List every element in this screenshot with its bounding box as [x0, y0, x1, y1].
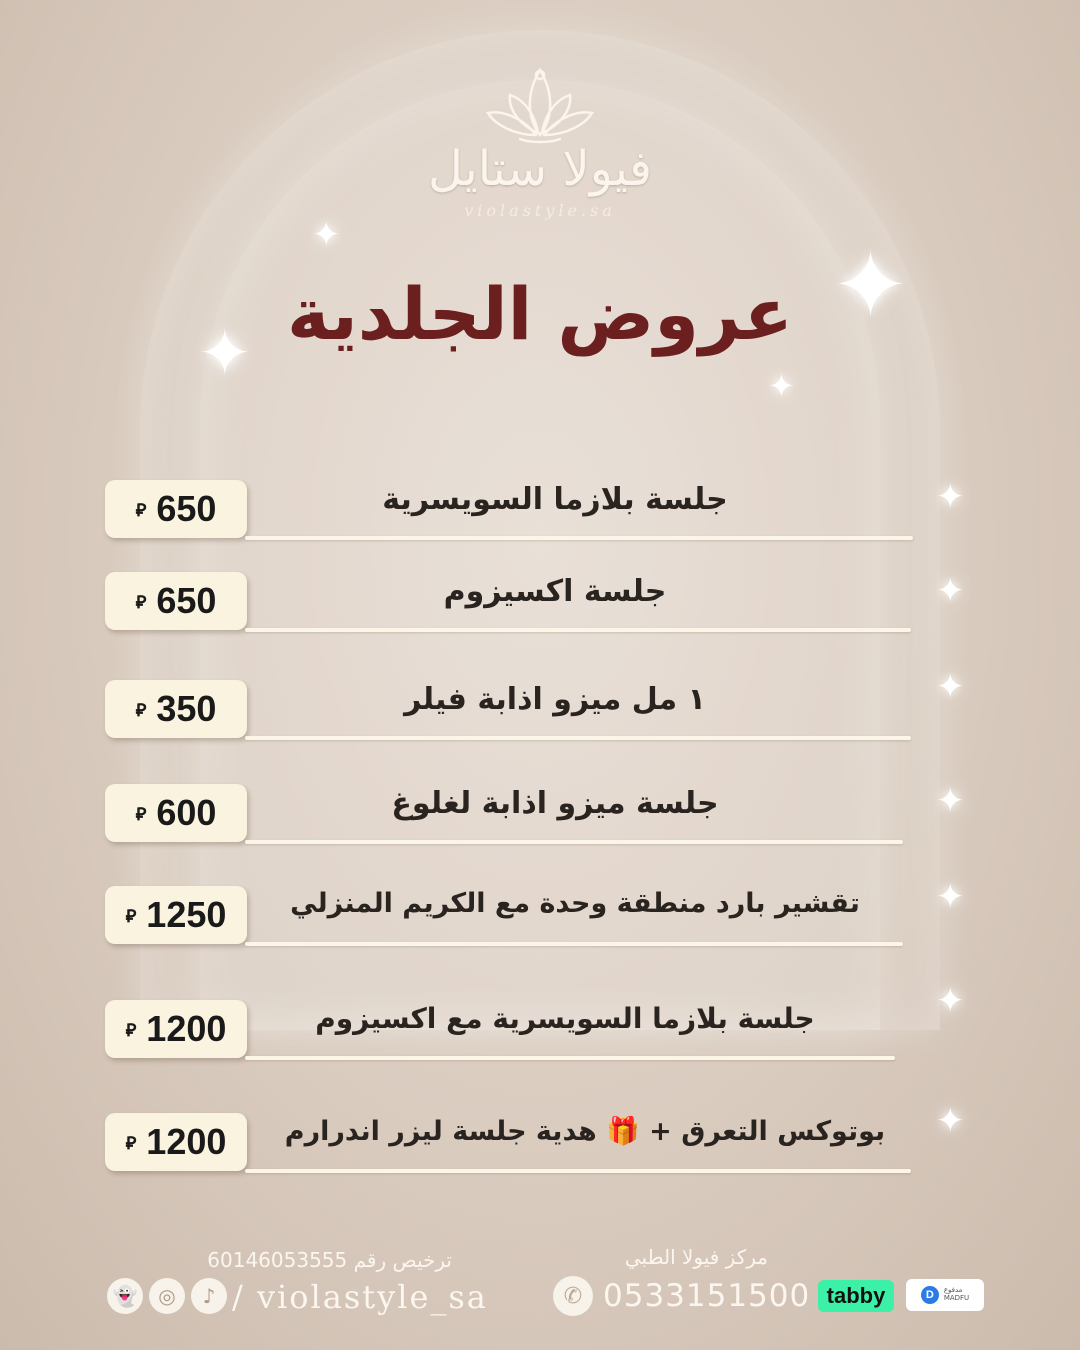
sparkle-icon: ✦ — [936, 781, 965, 821]
sparkle-icon: ✦ — [936, 477, 965, 517]
brand-handle: violastyle.sa — [464, 201, 616, 220]
row-divider — [245, 1169, 911, 1173]
sparkle-icon: ✦ — [936, 981, 965, 1021]
price-value: 600 — [156, 792, 217, 833]
offer-row — [105, 680, 911, 740]
sparkle-icon: ✦ — [936, 667, 965, 707]
sparkle-icon: ✦ — [936, 571, 965, 611]
madfu-arabic: مدفوع — [943, 1286, 963, 1295]
whatsapp-icon[interactable]: ✆ — [553, 1276, 593, 1316]
price-value: 650 — [156, 488, 217, 529]
instagram-icon[interactable]: ◎ — [149, 1278, 185, 1314]
riyal-currency-icon: ⃁ — [135, 499, 147, 521]
price-box — [105, 680, 247, 738]
riyal-currency-icon: ⃁ — [135, 699, 147, 721]
tiktok-icon[interactable]: ♪ — [191, 1278, 227, 1314]
offer-label: بوتوكس التعرق + 🎁 هدية جلسة ليزر اندرارم — [284, 1116, 886, 1147]
price-value: 1200 — [146, 1008, 227, 1049]
tabby-logo: tabby — [818, 1280, 894, 1312]
license-number: ترخيص رقم 60146053555 — [207, 1248, 452, 1272]
price-value: 350 — [156, 688, 217, 729]
sparkle-icon: ✦ — [936, 1101, 965, 1141]
offer-label: تقشير بارد منطقة وحدة مع الكريم المنزلي — [290, 888, 860, 919]
riyal-currency-icon: ⃁ — [135, 591, 147, 613]
offer-row — [105, 1000, 895, 1060]
offer-label: جلسة ميزو اذابة لغلوغ — [391, 786, 719, 821]
price-box — [105, 572, 247, 630]
riyal-currency-icon: ⃁ — [135, 803, 147, 825]
offer-row — [105, 1113, 911, 1173]
riyal-currency-icon: ⃁ — [125, 1132, 137, 1154]
madfu-english: MADFU — [943, 1294, 970, 1302]
center-name: مركز فيولا الطبي — [624, 1245, 768, 1269]
riyal-currency-icon: ⃁ — [125, 1019, 137, 1041]
brand-logo — [0, 55, 1080, 220]
row-divider — [245, 840, 903, 844]
madfu-logo — [906, 1279, 984, 1311]
row-divider — [245, 536, 913, 540]
offer-label: جلسة بلازما السويسرية — [382, 482, 728, 517]
page-title: عروض الجلدية — [287, 272, 793, 356]
offer-row — [105, 886, 903, 946]
price-value: 1250 — [146, 894, 227, 935]
offer-label: جلسة بلازما السويسرية مع اكسيزوم — [315, 1002, 815, 1035]
offer-row — [105, 480, 913, 540]
offer-label: جلسة اكسيزوم — [443, 574, 667, 609]
price-value: 1200 — [146, 1121, 227, 1162]
snapchat-icon[interactable]: 👻 — [107, 1278, 143, 1314]
phone-number[interactable]: 0533151500 — [603, 1278, 811, 1314]
row-divider — [245, 1056, 895, 1060]
price-box — [105, 1000, 247, 1058]
price-box — [105, 886, 247, 944]
sparkle-icon: ✦ — [312, 215, 341, 255]
lotus-logo-icon — [480, 55, 600, 145]
social-handle[interactable]: / violastyle_sa — [232, 1278, 488, 1316]
sparkle-icon: ✦ — [198, 317, 252, 391]
sparkle-icon: ✦ — [936, 877, 965, 917]
madfu-mark-icon: D — [921, 1286, 939, 1304]
sparkle-icon: ✦ — [768, 367, 795, 405]
sparkle-icon: ✦ — [832, 232, 910, 339]
price-box — [105, 1113, 247, 1171]
riyal-currency-icon: ⃁ — [125, 905, 137, 927]
row-divider — [245, 628, 911, 632]
row-divider — [245, 736, 911, 740]
offer-row — [105, 572, 911, 632]
brand-name: فيولا ستايل — [428, 141, 652, 197]
offer-label: ١ مل ميزو اذابة فيلر — [404, 682, 706, 717]
price-box — [105, 480, 247, 538]
madfu-text — [944, 1287, 969, 1302]
row-divider — [245, 942, 903, 946]
price-box — [105, 784, 247, 842]
offer-row — [105, 784, 903, 844]
price-value: 650 — [156, 580, 217, 621]
